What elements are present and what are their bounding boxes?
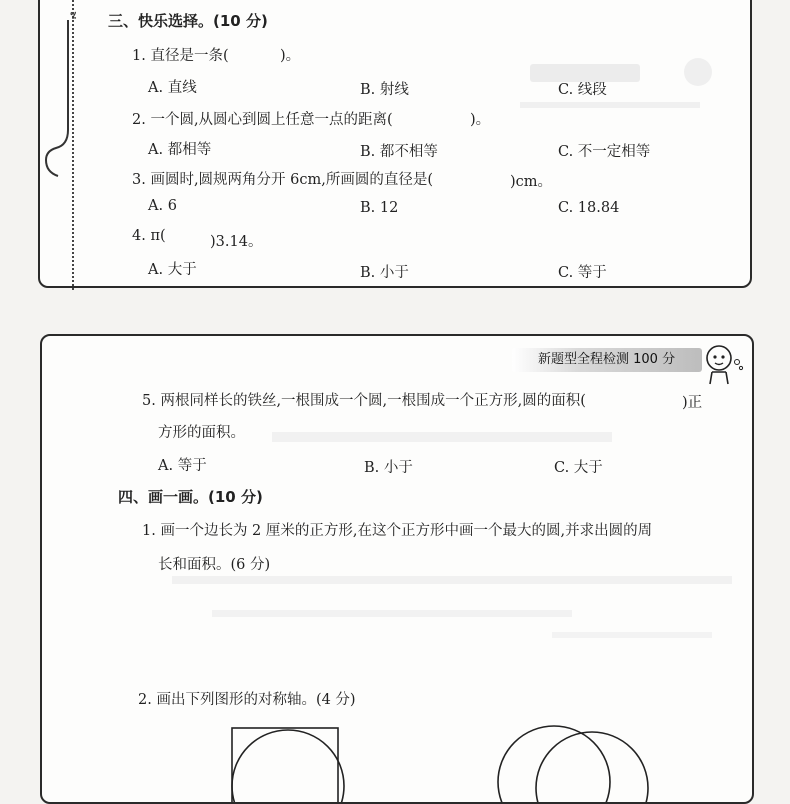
q2-option-b: B. 都不相等 xyxy=(360,144,438,160)
q1-option-c: C. 线段 xyxy=(558,82,607,98)
binding-bracket-icon xyxy=(38,20,78,190)
q1-end: )。 xyxy=(280,48,301,64)
q2-option-c: C. 不一定相等 xyxy=(558,144,651,160)
square-with-circle-figure xyxy=(192,716,392,804)
q4-option-a: A. 大于 xyxy=(148,262,197,278)
top-exam-panel xyxy=(38,0,752,288)
q3-end: )cm。 xyxy=(510,174,553,190)
s4-q1-line2: 长和面积。(6 分) xyxy=(158,557,271,573)
q1-stem: 1. 直径是一条( xyxy=(132,48,229,64)
q4-option-b: B. 小于 xyxy=(360,265,409,281)
q4-end: )3.14。 xyxy=(210,234,263,250)
bleed-through-marks-bottom xyxy=(132,426,732,646)
section-3-title: 三、快乐选择。(10 分) xyxy=(108,12,268,30)
bottom-exam-panel xyxy=(40,334,754,804)
q5-option-c: C. 大于 xyxy=(554,460,603,476)
q3-option-b: B. 12 xyxy=(360,200,399,216)
q5-end: )正 xyxy=(682,395,703,411)
q2-stem: 2. 一个圆,从圆心到圆上任意一点的距离( xyxy=(132,112,393,128)
overlapping-circles-figure xyxy=(462,706,682,804)
q1-option-b: B. 射线 xyxy=(360,82,409,98)
q3-option-a: A. 6 xyxy=(148,198,177,214)
s4-q2-stem: 2. 画出下列图形的对称轴。(4 分) xyxy=(138,692,356,708)
q4-option-c: C. 等于 xyxy=(558,265,607,281)
exam-series-badge: 新题型全程检测 100 分 xyxy=(512,348,702,372)
section-4-title: 四、画一画。(10 分) xyxy=(118,488,263,506)
mascot-icon xyxy=(697,340,745,388)
s4-q1-line1: 1. 画一个边长为 2 厘米的正方形,在这个正方形中画一个最大的圆,并求出圆的周 xyxy=(142,523,653,539)
q5-line1: 5. 两根同样长的铁丝,一根围成一个圆,一根围成一个正方形,圆的面积( xyxy=(142,393,586,409)
q3-stem: 3. 画圆时,圆规两角分开 6cm,所画圆的直径是( xyxy=(132,172,434,188)
q5-option-b: B. 小于 xyxy=(364,460,413,476)
q2-option-a: A. 都相等 xyxy=(148,142,212,158)
q5-line2: 方形的面积。 xyxy=(158,425,245,441)
q5-option-a: A. 等于 xyxy=(158,458,207,474)
q2-end: )。 xyxy=(470,112,491,128)
side-binding-mark: ሄ xyxy=(70,8,77,22)
q1-option-a: A. 直线 xyxy=(148,80,197,96)
bleed-through-marks xyxy=(520,50,720,120)
q4-stem: 4. π( xyxy=(132,228,166,244)
q3-option-c: C. 18.84 xyxy=(558,200,620,216)
